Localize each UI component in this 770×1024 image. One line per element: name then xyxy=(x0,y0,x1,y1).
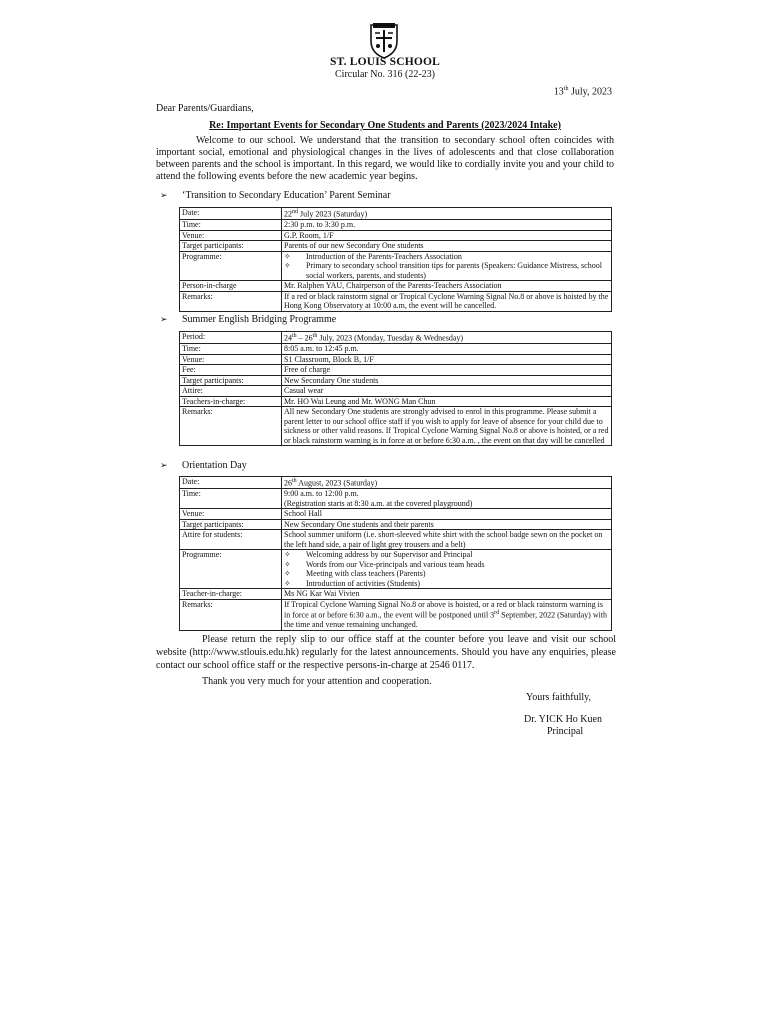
event-field-value: New Secondary One students and their parents xyxy=(282,519,612,530)
event-field-label: Programme: xyxy=(180,251,282,281)
event-row xyxy=(180,530,612,550)
event-field-label: Target participants: xyxy=(180,375,282,386)
closing-paragraph: Please return the reply slip to our office staff at the counter before you leave and visit our school website (http://www.stlouis.edu.hk) regularly for the latest announcements. Should you have any enquiries, please contact our school office staff or the respective persons-in-charge at 2546 0117. xyxy=(156,634,616,671)
event-field-value: S1 Classroom, Block B, 1/F xyxy=(282,354,612,365)
event-row xyxy=(180,344,612,355)
event-field-value: All new Secondary One students are strongly advised to enrol in this programme. Please submit a parent letter to our school office staff if you wish to apply for leave of absence for your child due to sickness or other valid reasons. If Tropical Cyclone Warning Signal No.8 or above is hoisted, or a red or black rainstorm warning is in force at or before 6:30 a.m. , the event on that day will be cancelled xyxy=(282,407,612,446)
event-row xyxy=(180,519,612,530)
event-field-value: School summer uniform (i.e. short-sleeved white shirt with the school badge sewn on the pocket on the left hand side, a pair of light grey trousers and a belt) xyxy=(282,530,612,550)
event-field-value: 24th – 26th July, 2023 (Monday, Tuesday & Wednesday) xyxy=(282,332,612,344)
event-field-value: 8:05 a.m. to 12:45 p.m. xyxy=(282,344,612,355)
event-row xyxy=(180,386,612,397)
event-row xyxy=(180,208,612,220)
programme-item: ✧ Introduction of the Parents-Teachers Association xyxy=(284,251,462,261)
event-field-value: Free of charge xyxy=(282,365,612,376)
event-row xyxy=(180,291,612,311)
arrow-bullet-icon: ➢ xyxy=(160,190,168,200)
event-field-value xyxy=(282,251,612,281)
event-table-bridging-programme xyxy=(179,331,612,446)
diamond-bullet-icon: ✧ xyxy=(284,550,291,560)
event-field-value: 2:30 p.m. to 3:30 p.m. xyxy=(282,220,612,231)
diamond-bullet-icon: ✧ xyxy=(284,578,291,588)
event-row xyxy=(180,251,612,281)
event-field-value: Casual wear xyxy=(282,386,612,397)
event-row xyxy=(180,375,612,386)
event-field-label: Programme: xyxy=(180,550,282,589)
event-field-value: Mr. HO Wai Leung and Mr. WONG Man Chun xyxy=(282,396,612,407)
event-field-value: School Hall xyxy=(282,509,612,520)
event-row xyxy=(180,332,612,344)
event-field-value: Parents of our new Secondary One students xyxy=(282,241,612,252)
letter-date: 13th July, 2023 xyxy=(553,86,612,98)
event-row xyxy=(180,354,612,365)
event-table-orientation-day xyxy=(179,476,612,631)
event-field-label: Venue: xyxy=(180,230,282,241)
event-field-value: 9:00 a.m. to 12:00 p.m. (Registration starts at 8:30 a.m. at the covered playground) xyxy=(282,489,612,509)
intro-paragraph: Welcome to our school. We understand that the transition to secondary school often coincides with important social, emotional and physiological changes in the lives of adolescents and that close collaboration between parents and the school is important. In this regard, we would like to cordially invite you and your child to attend the following events before the new academic year begins. xyxy=(156,135,614,182)
event-field-label: Target participants: xyxy=(180,241,282,252)
event-field-label: Attire: xyxy=(180,386,282,397)
event-row xyxy=(180,477,612,489)
event-field-label: Venue: xyxy=(180,354,282,365)
event-heading-parent-seminar: ➢ ‘Transition to Secondary Education’ Parent Seminar xyxy=(160,190,391,201)
event-row xyxy=(180,599,612,630)
salutation: Dear Parents/Guardians, xyxy=(156,103,254,114)
event-table-parent-seminar xyxy=(179,207,612,312)
programme-item: ✧ Primary to secondary school transition tips for parents (Speakers: Guidance Mistress, school social workers, parents, and students) xyxy=(284,261,602,280)
event-field-value: If a red or black rainstorm signal or Tropical Cyclone Warning Signal No.8 or above is hoisted by the Hong Kong Observatory at 10:00 a.m, the event will be cancelled. xyxy=(282,291,612,311)
event-field-label: Person-in-charge xyxy=(180,281,282,292)
event-row xyxy=(180,230,612,241)
event-row xyxy=(180,509,612,520)
event-heading-bridging-programme: ➢ Summer English Bridging Programme xyxy=(160,314,337,325)
programme-item: ✧ Words from our Vice-principals and various team heads xyxy=(284,559,485,569)
event-row xyxy=(180,365,612,376)
programme-item: ✧ Meeting with class teachers (Parents) xyxy=(284,569,426,579)
arrow-bullet-icon: ➢ xyxy=(160,314,168,324)
programme-item: ✧ Welcoming address by our Supervisor and Principal xyxy=(284,550,473,560)
school-name: ST. LOUIS SCHOOL xyxy=(329,56,441,68)
arrow-bullet-icon: ➢ xyxy=(160,460,168,470)
event-field-label: Time: xyxy=(180,489,282,509)
event-field-label: Date: xyxy=(180,208,282,220)
event-field-value: New Secondary One students xyxy=(282,375,612,386)
event-field-label: Date: xyxy=(180,477,282,489)
event-row xyxy=(180,220,612,231)
event-field-value: G.P. Room, 1/F xyxy=(282,230,612,241)
diamond-bullet-icon: ✧ xyxy=(284,569,291,579)
event-field-value: Mr. Ralphen YAU, Chairperson of the Parents-Teachers Association xyxy=(282,281,612,292)
event-field-label: Remarks: xyxy=(180,599,282,630)
event-field-label: Remarks: xyxy=(180,407,282,446)
event-field-value: If Tropical Cyclone Warning Signal No.8 or above is hoisted, or a red or black rainstorm warning is in force at or before 6:30 a.m., the event will be postponed until 3rd September, 2022 (Saturday) with the time and venue remaining unchanged. xyxy=(282,599,612,630)
event-row xyxy=(180,241,612,252)
event-field-label: Attire for students: xyxy=(180,530,282,550)
diamond-bullet-icon: ✧ xyxy=(284,559,291,569)
event-field-label: Teachers-in-charge: xyxy=(180,396,282,407)
event-row xyxy=(180,489,612,509)
event-field-label: Time: xyxy=(180,344,282,355)
circular-number: Circular No. 316 (22-23) xyxy=(335,69,435,80)
event-row xyxy=(180,281,612,292)
event-field-label: Remarks: xyxy=(180,291,282,311)
event-row xyxy=(180,589,612,600)
event-row xyxy=(180,407,612,446)
thanks-line: Thank you very much for your attention and cooperation. xyxy=(202,676,432,687)
signer-name: Dr. YICK Ho Kuen xyxy=(524,714,602,725)
event-field-value: 22nd July 2023 (Saturday) xyxy=(282,208,612,220)
event-field-label: Fee: xyxy=(180,365,282,376)
diamond-bullet-icon: ✧ xyxy=(284,261,291,271)
programme-item: ✧ Introduction of activities (Students) xyxy=(284,578,420,588)
event-heading-orientation-day: ➢ Orientation Day xyxy=(160,460,247,471)
sign-off: Yours faithfully, xyxy=(526,692,592,703)
event-field-label: Teacher-in-charge: xyxy=(180,589,282,600)
event-field-label: Time: xyxy=(180,220,282,231)
event-row xyxy=(180,550,612,589)
event-field-value: 26th August, 2023 (Saturday) xyxy=(282,477,612,489)
event-field-label: Period: xyxy=(180,332,282,344)
event-field-label: Target participants: xyxy=(180,519,282,530)
event-field-label: Venue: xyxy=(180,509,282,520)
school-crest-logo xyxy=(367,21,401,59)
letter-subject: Re: Important Events for Secondary One Students and Parents (2023/2024 Intake) xyxy=(209,120,561,131)
event-field-value: Ms NG Kar Wai Vivien xyxy=(282,589,612,600)
event-field-value xyxy=(282,550,612,589)
signer-title: Principal xyxy=(547,726,584,737)
event-row xyxy=(180,396,612,407)
diamond-bullet-icon: ✧ xyxy=(284,251,291,261)
